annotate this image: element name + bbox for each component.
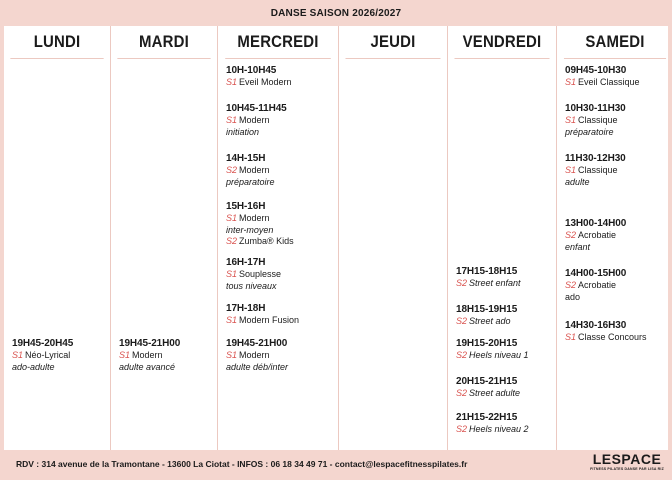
class-text: Classique (578, 165, 618, 175)
session-tag: S2 (565, 230, 577, 240)
slot-time: 15H-16H (226, 201, 266, 212)
session-tag: S2 (226, 236, 238, 246)
slot-line (565, 177, 669, 189)
slot-line (456, 278, 552, 290)
slot-time: 16H-17H (226, 257, 266, 268)
class-text: initiation (226, 126, 260, 137)
slot-time: 19H15-20H15 (456, 338, 518, 349)
day-column-jeudi (339, 26, 448, 450)
class-slot (226, 303, 334, 327)
slot-time: 21H15-22H15 (456, 412, 518, 423)
slot-line (565, 332, 669, 344)
slot-line (226, 77, 334, 89)
class-text: Acrobatie (578, 230, 617, 240)
slot-time: 10H45-11H45 (226, 103, 287, 114)
class-slot (226, 153, 334, 188)
slot-line (12, 362, 106, 374)
slot-time: 19H45-21H00 (119, 338, 181, 349)
class-text: adulte (565, 176, 590, 187)
slot-time: 18H15-19H15 (456, 304, 518, 315)
slot-time: 19H45-21H00 (226, 338, 288, 349)
class-text: Modern (239, 213, 270, 223)
class-text: préparatoire (226, 176, 275, 187)
day-body (218, 59, 338, 450)
session-tag: S1 (226, 350, 238, 360)
class-text: Modern (239, 115, 270, 125)
class-slot (119, 338, 213, 373)
day-body (4, 59, 110, 450)
day-header: JEUDI (345, 26, 440, 59)
class-slot (226, 257, 334, 292)
slot-time: 14H-15H (226, 153, 266, 164)
slot-line (226, 236, 334, 248)
schedule-grid (4, 26, 668, 450)
session-tag: S1 (119, 350, 131, 360)
slot-line (565, 230, 669, 242)
class-slot (226, 103, 334, 138)
class-slot (456, 412, 552, 436)
slot-time: 10H30-11H30 (565, 103, 626, 114)
class-text: Classe Concours (578, 332, 647, 342)
class-text: Modern Fusion (239, 315, 300, 325)
slot-line (565, 292, 669, 304)
slot-line (226, 350, 334, 362)
session-tag: S2 (456, 424, 468, 434)
slot-line (456, 388, 552, 400)
session-tag: S1 (226, 213, 238, 223)
session-tag: S2 (456, 316, 468, 326)
logo-tagline: FITNESS PILATES DANSE PAR LISA RIZ (590, 467, 664, 471)
slot-time: 09H45-10H30 (565, 65, 627, 76)
class-slot (565, 268, 669, 303)
slot-line (226, 213, 334, 225)
slot-line (456, 350, 552, 362)
class-text: Modern (132, 350, 163, 360)
class-slot (12, 338, 106, 373)
session-tag: S1 (565, 332, 577, 342)
class-text: Souplesse (239, 269, 282, 279)
day-header: SAMEDI (564, 26, 666, 59)
session-tag: S1 (226, 269, 238, 279)
slot-line (226, 127, 334, 139)
slot-line (565, 115, 669, 127)
session-tag: S1 (565, 115, 577, 125)
class-text: Acrobatie (578, 280, 617, 290)
class-text: tous niveaux (226, 280, 277, 291)
slot-time: 14H00-15H00 (565, 268, 627, 279)
slot-line (565, 242, 669, 254)
class-text: Heels niveau 1 (469, 350, 529, 360)
slot-line (565, 280, 669, 292)
class-text: Néo-Lyrical (25, 350, 71, 360)
day-body (111, 59, 217, 450)
class-text: Eveil Classique (578, 77, 640, 87)
session-tag: S1 (226, 115, 238, 125)
session-tag: S1 (226, 315, 238, 325)
class-slot (456, 266, 552, 290)
day-header: MARDI (117, 26, 210, 59)
class-text: enfant (565, 241, 591, 252)
day-column-vendredi (448, 26, 557, 450)
class-text: Eveil Modern (239, 77, 292, 87)
class-slot (565, 103, 669, 138)
class-text: adulte avancé (119, 361, 176, 372)
slot-time: 20H15-21H15 (456, 376, 518, 387)
session-tag: S2 (456, 278, 468, 288)
page-title: DANSE SAISON 2026/2027 (270, 8, 402, 19)
slot-line (226, 177, 334, 189)
slot-line (226, 269, 334, 281)
class-text: Modern (239, 350, 270, 360)
class-slot (226, 65, 334, 89)
session-tag: S2 (226, 165, 238, 175)
class-text: Street enfant (469, 278, 521, 288)
day-column-mercredi (218, 26, 339, 450)
brand-logo (590, 452, 664, 472)
class-text: Street ado (469, 316, 511, 326)
slot-line (456, 316, 552, 328)
day-column-lundi (4, 26, 111, 450)
class-text: Modern (239, 165, 270, 175)
slot-line (565, 77, 669, 89)
class-text: ado (565, 291, 581, 302)
slot-line (226, 281, 334, 293)
class-slot (565, 320, 669, 344)
class-slot (565, 65, 669, 89)
class-text: Classique (578, 115, 618, 125)
session-tag: S1 (12, 350, 24, 360)
slot-time: 11H30-12H30 (565, 153, 626, 164)
logo-wordmark: LESPACE (592, 451, 662, 467)
slot-line (119, 350, 213, 362)
class-slot (565, 153, 669, 188)
slot-line (226, 315, 334, 327)
class-text: adulte déb/inter (226, 361, 289, 372)
class-slot (456, 304, 552, 328)
session-tag: S2 (565, 280, 577, 290)
class-text: ado-adulte (12, 361, 55, 372)
class-text: Street adulte (469, 388, 521, 398)
day-column-samedi (557, 26, 672, 450)
session-tag: S2 (456, 388, 468, 398)
class-slot (456, 376, 552, 400)
day-header: VENDREDI (454, 26, 549, 59)
class-text: inter-moyen (226, 224, 274, 235)
day-body (339, 59, 447, 450)
slot-line (565, 127, 669, 139)
slot-line (119, 362, 213, 374)
day-body (448, 59, 556, 450)
slot-time: 17H-18H (226, 303, 266, 314)
class-slot (226, 338, 334, 373)
slot-line (456, 424, 552, 436)
day-body (557, 59, 672, 450)
day-header: LUNDI (10, 26, 103, 59)
class-text: Heels niveau 2 (469, 424, 529, 434)
session-tag: S1 (565, 77, 577, 87)
slot-time: 14H30-16H30 (565, 320, 627, 331)
slot-time: 17H15-18H15 (456, 266, 518, 277)
slot-time: 19H45-20H45 (12, 338, 74, 349)
session-tag: S2 (456, 350, 468, 360)
slot-line (226, 362, 334, 374)
day-header: MERCREDI (225, 26, 331, 59)
class-slot (565, 218, 669, 253)
class-slot (456, 338, 552, 362)
footer-contact: RDV : 314 avenue de la Tramontane - 13600 La Ciotat - INFOS : 06 18 34 49 71 - contact@lespacefitnesspilates.fr (16, 459, 468, 469)
slot-time: 10H-10H45 (226, 65, 277, 76)
session-tag: S1 (226, 77, 238, 87)
slot-line (226, 115, 334, 127)
day-column-mardi (111, 26, 218, 450)
slot-line (226, 225, 334, 237)
slot-line (12, 350, 106, 362)
session-tag: S1 (565, 165, 577, 175)
class-slot (226, 201, 334, 248)
class-text: préparatoire (565, 126, 614, 137)
slot-time: 13H00-14H00 (565, 218, 627, 229)
class-text: Zumba® Kids (239, 236, 294, 246)
slot-line (226, 165, 334, 177)
slot-line (565, 165, 669, 177)
